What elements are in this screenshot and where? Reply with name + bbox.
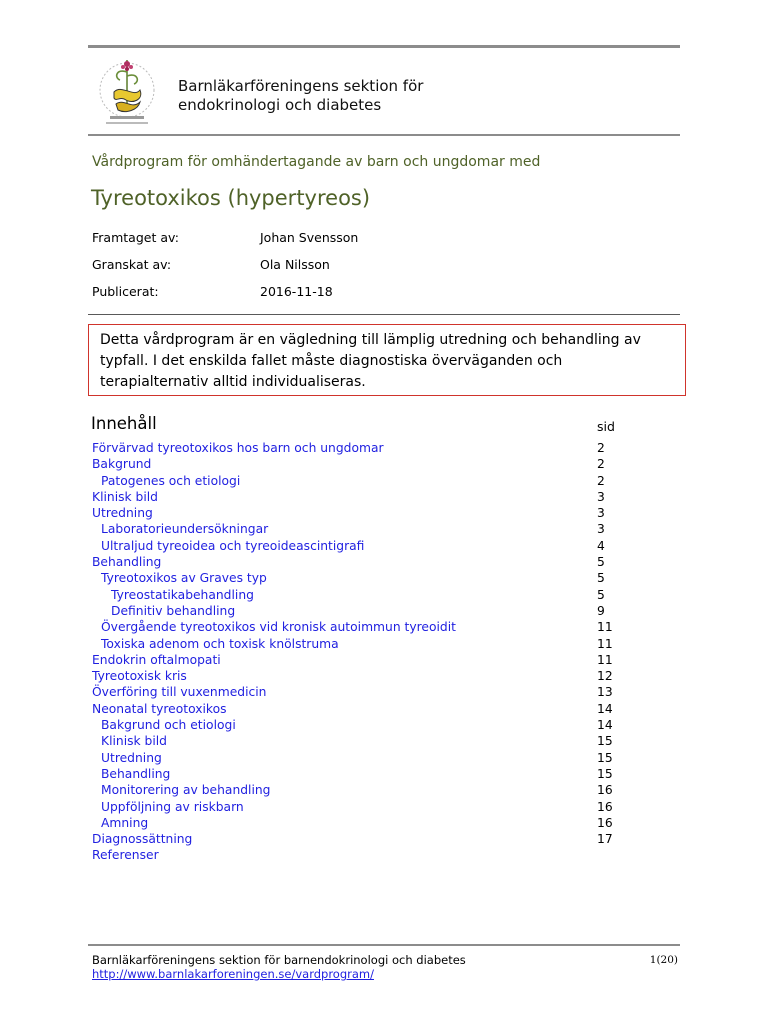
toc-item[interactable] (92, 554, 652, 570)
toc-item[interactable] (92, 538, 652, 554)
toc-item-link[interactable]: Behandling (92, 555, 162, 570)
toc-item-page: 5 (597, 555, 605, 570)
top-rule (88, 45, 680, 48)
toc-item-page: 15 (597, 750, 613, 765)
toc-item-link[interactable]: Ultraljud tyreoidea och tyreoideascintigrafi (101, 538, 365, 553)
toc-item-page: 14 (597, 701, 613, 716)
toc-item[interactable] (92, 766, 652, 782)
toc-item-link[interactable]: Laboratorieundersökningar (101, 522, 269, 537)
toc-item-link[interactable]: Definitiv behandling (111, 603, 236, 618)
toc-item-link[interactable]: Uppföljning av riskbarn (101, 799, 244, 814)
toc-item[interactable] (92, 847, 652, 863)
toc-item-link[interactable]: Överföring till vuxenmedicin (92, 685, 267, 700)
meta-row-published (92, 283, 512, 301)
toc-item[interactable] (92, 473, 652, 489)
toc-item[interactable] (92, 521, 652, 537)
toc-item-link[interactable]: Diagnossättning (92, 832, 193, 847)
meta-row-reviewer (92, 256, 512, 274)
toc-item-link[interactable]: Övergående tyreotoxikos vid kronisk autoimmun tyreoidit (101, 620, 456, 635)
footer-url-link[interactable]: http://www.barnlakarforeningen.se/vardprogram/ (92, 967, 374, 981)
toc-item-page: 9 (597, 603, 605, 618)
toc-item-link[interactable]: Klinisk bild (92, 489, 158, 504)
toc-item-page: 12 (597, 669, 613, 684)
toc-item-page: 2 (597, 457, 605, 472)
page-number: 1(20) (649, 954, 678, 966)
toc-title: Innehåll (91, 414, 157, 433)
meta-rule (88, 314, 680, 315)
toc-item[interactable] (92, 668, 652, 684)
program-subtitle: Vårdprogram för omhändertagande av barn och ungdomar med (92, 154, 541, 170)
meta-label: Publicerat: (92, 284, 159, 299)
toc-item-link[interactable]: Monitorering av behandling (101, 783, 271, 798)
toc-item-link[interactable]: Patogenes och etiologi (101, 473, 241, 488)
toc-item[interactable] (92, 733, 652, 749)
toc-item-link[interactable]: Amning (101, 815, 149, 830)
toc-item[interactable] (92, 750, 652, 766)
toc-item[interactable] (92, 456, 652, 472)
toc-item-page: 5 (597, 571, 605, 586)
toc-item-page: 5 (597, 587, 605, 602)
toc-item-page: 2 (597, 473, 605, 488)
footer-rule (88, 944, 680, 946)
toc-item-page: 14 (597, 718, 613, 733)
document-title: Tyreotoxikos (hypertyreos) (91, 186, 371, 210)
toc-item-link[interactable]: Bakgrund (92, 457, 152, 472)
toc-item-link[interactable]: Behandling (101, 766, 171, 781)
toc-item-page: 16 (597, 799, 613, 814)
toc-item-link[interactable]: Tyreotoxisk kris (92, 669, 187, 684)
meta-label: Granskat av: (92, 257, 172, 272)
toc-item-page: 16 (597, 783, 613, 798)
disclaimer-notice: Detta vårdprogram är en vägledning till lämplig utredning och behandling av typfall. I det enskilda fallet måste diagnostiska överväganden och terapialternativ alltid individualiseras. (88, 324, 686, 396)
toc-page-header: sid (597, 419, 615, 434)
toc-item-link[interactable]: Tyreotoxikos av Graves typ (101, 571, 267, 586)
toc-item[interactable] (92, 505, 652, 521)
toc-item-page: 4 (597, 538, 605, 553)
toc-item-page: 3 (597, 489, 605, 504)
toc-item-page: 15 (597, 734, 613, 749)
toc-item[interactable] (92, 652, 652, 668)
toc-item[interactable] (92, 815, 652, 831)
toc-item-link[interactable]: Neonatal tyreotoxikos (92, 701, 227, 716)
toc-item[interactable] (92, 440, 652, 456)
table-of-contents (92, 440, 652, 864)
toc-item-page: 15 (597, 766, 613, 781)
meta-value: Ola Nilsson (260, 257, 330, 272)
toc-item-page: 16 (597, 815, 613, 830)
toc-item[interactable] (92, 799, 652, 815)
toc-item[interactable] (92, 619, 652, 635)
toc-item-link[interactable]: Referenser (92, 848, 159, 863)
toc-item[interactable] (92, 489, 652, 505)
toc-item[interactable] (92, 717, 652, 733)
org-name (178, 77, 598, 115)
org-name-line2: endokrinologi och diabetes (178, 96, 382, 114)
toc-item-link[interactable]: Förvärvad tyreotoxikos hos barn och ungdomar (92, 441, 384, 455)
toc-item[interactable] (92, 603, 652, 619)
meta-value: Johan Svensson (260, 230, 359, 245)
toc-item-link[interactable]: Endokrin oftalmopati (92, 652, 221, 667)
toc-item-link[interactable]: Klinisk bild (101, 734, 167, 749)
section-emblem-logo (96, 52, 158, 132)
toc-item-page: 3 (597, 506, 605, 521)
footer-org: Barnläkarföreningens sektion för barnendokrinologi och diabetes (92, 953, 466, 967)
toc-item-page: 2 (597, 441, 605, 455)
toc-item-link[interactable]: Toxiska adenom och toxisk knölstruma (101, 636, 339, 651)
toc-item[interactable] (92, 684, 652, 700)
toc-item-page: 3 (597, 522, 605, 537)
org-name-line1: Barnläkarföreningens sektion för (178, 77, 424, 95)
meta-value: 2016-11-18 (260, 284, 333, 299)
toc-item[interactable] (92, 701, 652, 717)
toc-item-link[interactable]: Bakgrund och etiologi (101, 718, 236, 733)
toc-item[interactable] (92, 831, 652, 847)
meta-label: Framtaget av: (92, 230, 179, 245)
toc-item-link[interactable]: Tyreostatikabehandling (111, 587, 254, 602)
meta-row-author (92, 229, 512, 247)
header-rule (88, 134, 680, 136)
toc-item[interactable] (92, 570, 652, 586)
toc-item[interactable] (92, 782, 652, 798)
toc-item-page: 13 (597, 685, 613, 700)
toc-item-page: 11 (597, 636, 613, 651)
toc-item-page: 11 (597, 620, 613, 635)
toc-item-page: 11 (597, 652, 613, 667)
toc-item-page: 17 (597, 832, 613, 847)
toc-item[interactable] (92, 587, 652, 603)
toc-item-link[interactable]: Utredning (92, 506, 153, 521)
toc-item[interactable] (92, 636, 652, 652)
toc-item-link[interactable]: Utredning (101, 750, 162, 765)
